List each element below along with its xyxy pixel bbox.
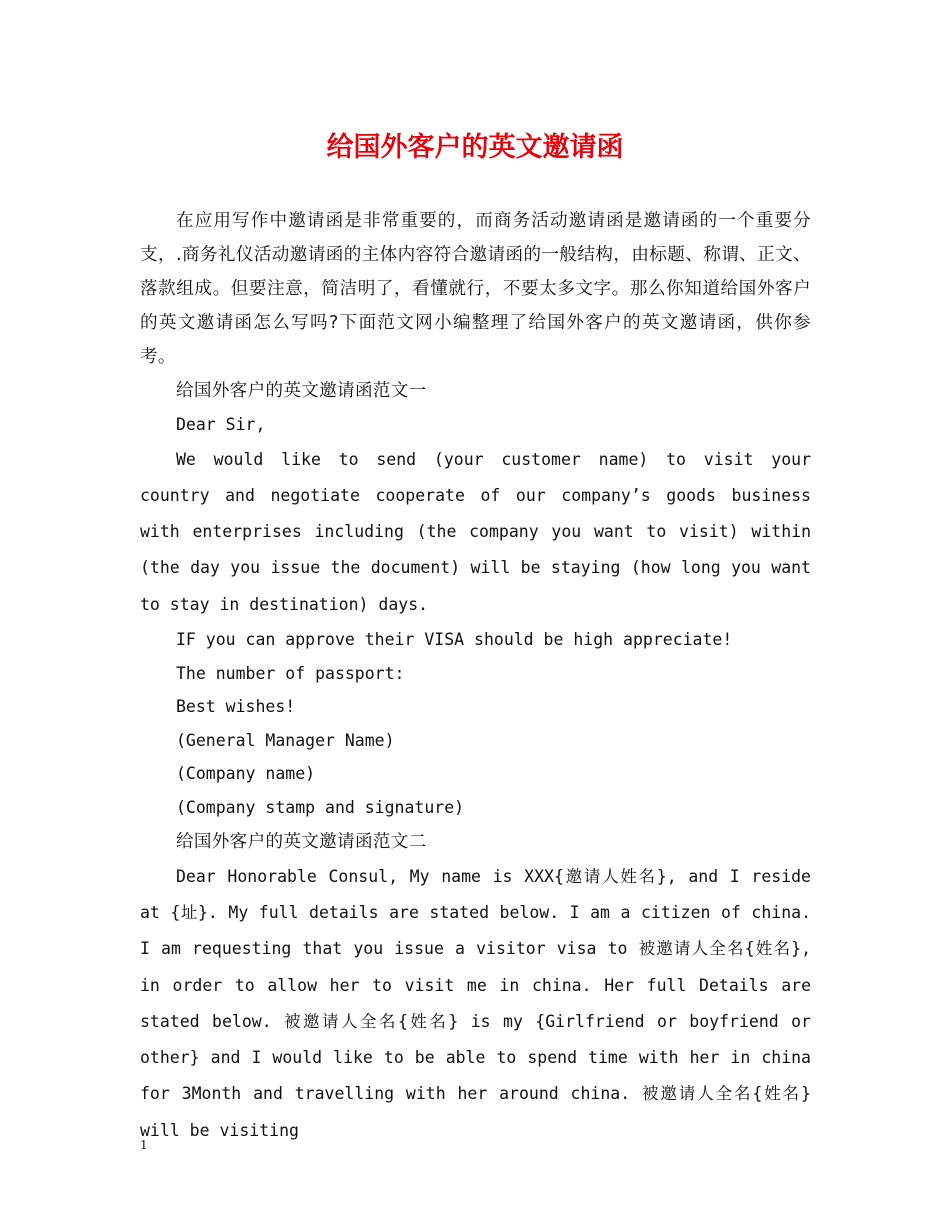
sample1-body: We would like to send (your customer name) to visit your country and negotiate cooperate of our company’s goods business with enterprises including (the company you want to visit) within (the day you issue the document) will be staying (how long you want to stay in destination) days.: [140, 449, 811, 614]
sample1-stamp-line: (Company stamp and signature): [176, 798, 465, 818]
page-number: 1: [140, 1138, 148, 1152]
sample2-body: Dear Honorable Consul, My name is XXX{邀请人姓名}, and I reside at {址}. My full details are stated below. I am a citizen of china. I am requesting that you issue a visitor visa to 被邀请人全名{姓名}, in order to allow her to visit me in china. Her full Details are stated below. 被邀请人全名{姓名} is my {Girlfriend or boyfriend or other} and I would like to be able to spend time with her in china for 3Month and travelling with her around china. 被邀请人全名{姓名} will be visiting: [140, 866, 811, 1140]
sample1-wishes-line: Best wishes!: [176, 697, 296, 717]
sample1-company-line: (Company name): [176, 764, 316, 784]
sample1-heading: 给国外客户的英文邀请函范文一: [176, 381, 427, 401]
sample1-greeting: Dear Sir,: [176, 415, 266, 434]
intro-paragraph: 在应用写作中邀请函是非常重要的，而商务活动邀请函是邀请函的一个重要分支，.商务礼仪活动邀请函的主体内容符合邀请函的一般结构，由标题、称谓、正文、落款组成。但要注意，简洁明了，看懂就行，不要太多文字。那么你知道给国外客户的英文邀请函怎么写吗?下面范文网小编整理了给国外客户的英文邀请函，供你参考。: [140, 211, 811, 367]
sample2-heading: 给国外客户的英文邀请函范文二: [176, 831, 427, 852]
document-body: [140, 204, 811, 1149]
sample1-visa-line: IF you can approve their VISA should be high appreciate!: [176, 630, 733, 650]
sample1-manager-line: (General Manager Name): [176, 730, 395, 750]
sample1-passport-line: The number of passport:: [176, 663, 405, 683]
document-title: 给国外客户的英文邀请函: [326, 132, 624, 163]
